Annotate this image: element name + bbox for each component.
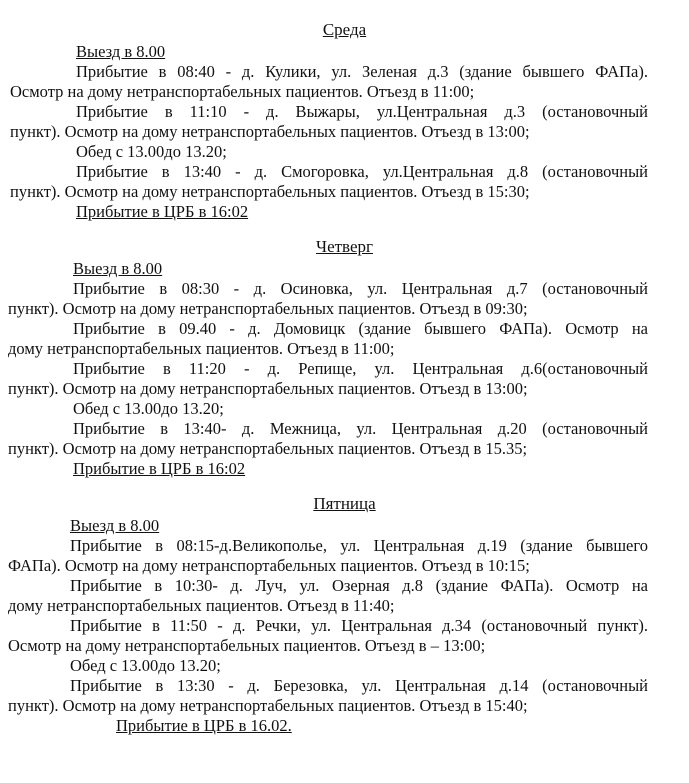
stop-line: Прибытие в 09.40 - д. Домовицк (здание бывшего ФАПа). Осмотр на [73,319,648,338]
stop-line: Осмотр на дому нетранспортабельных пациентов. Отъезд в 11:00; [10,82,475,101]
stop-line: Прибытие в 13:40- д. Межница, ул. Центральная д.20 (остановочный [73,419,648,438]
stop-line: Прибытие в 13:40 - д. Смогоровка, ул.Центральная д.8 (остановочный [76,162,648,181]
stop-line: пункт). Осмотр на дому нетранспортабельных пациентов. Отъезд в 15:40; [8,696,528,715]
day-section-wednesday [0,20,689,222]
lunch-line: Обед с 13.00до 13.20; [73,399,224,418]
day-section-friday [0,494,689,736]
stop-line: Прибытие в 08:30 - д. Осиновка, ул. Центральная д.7 (остановочный [73,279,648,298]
stop-line: Прибытие в 11:20 - д. Репище, ул. Центральная д.6(остановочный [73,359,648,378]
stop-line: Прибытие в 08:15-д.Великополье, ул. Центральная д.19 (здание бывшего [70,536,648,555]
arrival-time: Прибытие в ЦРБ в 16:02 [76,202,249,221]
stop-line: пункт). Осмотр на дому нетранспортабельных пациентов. Отъезд в 15.35; [8,439,528,458]
stop-line: Осмотр на дому нетранспортабельных пациентов. Отъезд в – 13:00; [8,636,486,655]
day-title: Среда [322,20,367,39]
lunch-line: Обед с 13.00до 13.20; [76,142,227,161]
stop-line: пункт). Осмотр на дому нетранспортабельных пациентов. Отъезд в 15:30; [10,182,530,201]
departure-time: Выезд в 8.00 [70,516,160,535]
arrival-time: Прибытие в ЦРБ в 16:02 [73,459,246,478]
stop-line: Прибытие в 13:30 - д. Березовка, ул. Центральная д.14 (остановочный [70,676,648,695]
lunch-line: Обед с 13.00до 13.20; [70,656,221,675]
departure-time: Выезд в 8.00 [76,42,166,61]
departure-time: Выезд в 8.00 [73,259,163,278]
stop-line: ФАПа). Осмотр на дому нетранспортабельных пациентов. Отъезд в 10:15; [8,556,530,575]
stop-line: пункт). Осмотр на дому нетранспортабельных пациентов. Отъезд в 13:00; [10,122,530,141]
stop-line: Прибытие в 08:40 - д. Кулики, ул. Зеленая д.3 (здание бывшего ФАПа). [76,62,648,81]
stop-line: Прибытие в 11:10 - д. Выжары, ул.Центральная д.3 (остановочный [76,102,648,121]
stop-line: дому нетранспортабельных пациентов. Отъезд в 11:40; [8,596,395,615]
stop-line: Прибытие в 10:30- д. Луч, ул. Озерная д.8 (здание ФАПа). Осмотр на [70,576,648,595]
arrival-time: Прибытие в ЦРБ в 16.02. [116,716,292,735]
stop-line: Прибытие в 11:50 - д. Речки, ул. Центральная д.34 (остановочный пункт). [70,616,648,635]
day-title: Пятница [313,494,376,513]
stop-line: дому нетранспортабельных пациентов. Отъезд в 11:00; [8,339,395,358]
stop-line: пункт). Осмотр на дому нетранспортабельных пациентов. Отъезд в 13:00; [8,379,528,398]
day-section-thursday [0,237,689,479]
stop-line: пункт). Осмотр на дому нетранспортабельных пациентов. Отъезд в 09:30; [8,299,528,318]
day-title: Четверг [316,237,373,256]
